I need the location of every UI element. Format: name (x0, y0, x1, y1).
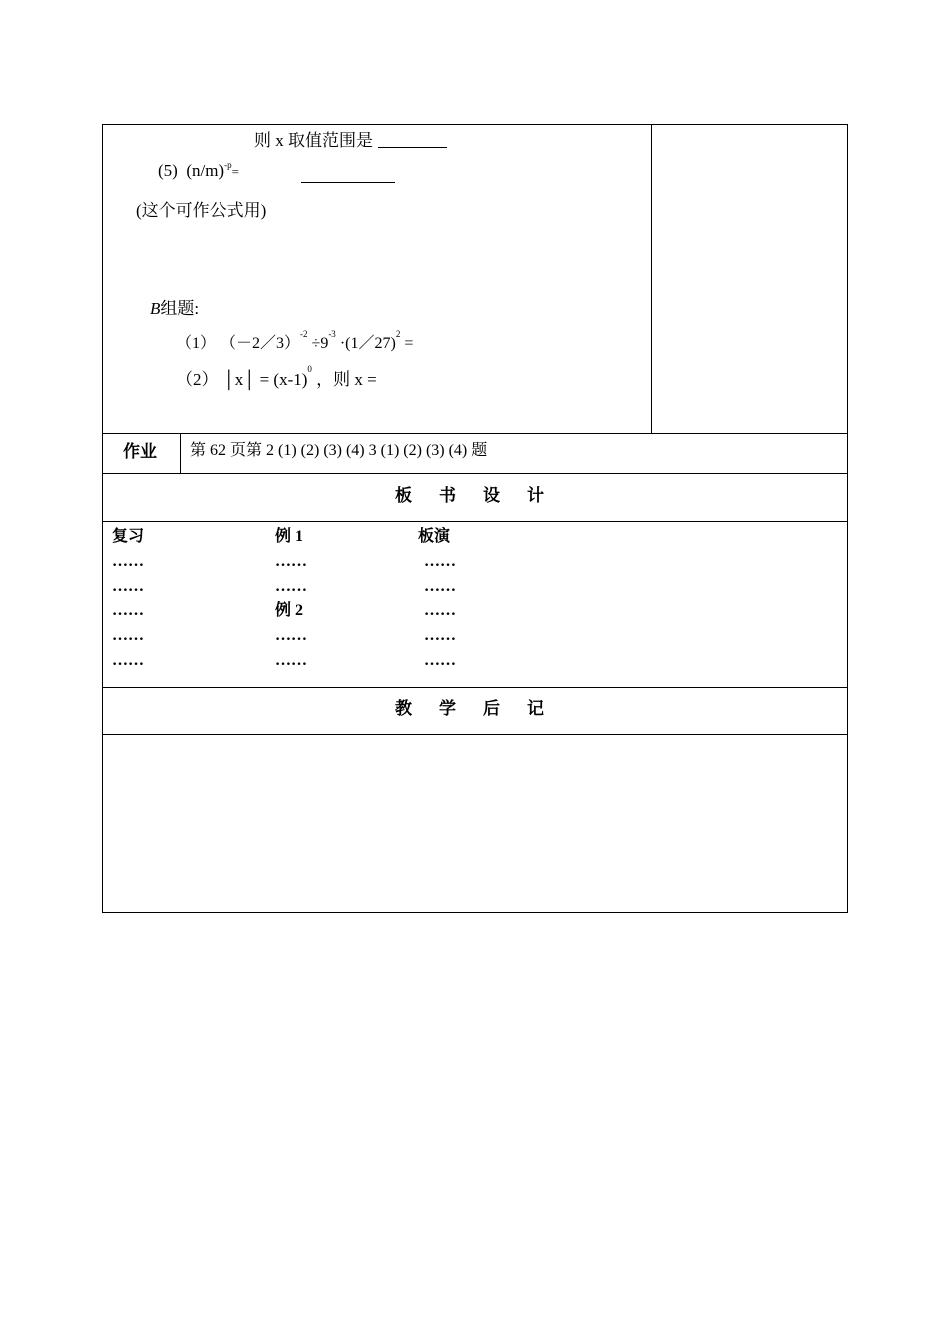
group-b-question-1: （1） （－2／3）$^{-2}$ $\div 9^{-3}$ ·(1／27)$^2$ = (176, 329, 414, 352)
board-col2-row4: 例 2 (275, 602, 304, 620)
board-col3-row3: …… (424, 577, 456, 595)
range-answer-blank (378, 147, 447, 148)
board-col1-row1: 复习 (112, 528, 145, 545)
board-col3-row5: …… (424, 627, 456, 645)
board-column-examples (275, 525, 307, 674)
right-column-divider (651, 124, 652, 434)
item-5-expression: (5) $(n/m)^{-p}=$ (158, 160, 239, 180)
group-b-heading: B组题: (150, 299, 200, 318)
board-col3-row2: …… (424, 552, 456, 570)
postscript-title: 教学后记 (395, 699, 571, 718)
homework-label: 作业 (123, 442, 157, 461)
table-right-border (847, 124, 848, 913)
board-col3-row6: …… (424, 651, 456, 669)
row-divider-homework-top (102, 433, 848, 434)
board-col3-row4: …… (424, 602, 456, 620)
homework-content: 第 62 页第 2 (1) (2) (3) (4) 3 (1) (2) (3) (4) 题 (190, 442, 488, 459)
formula-note: (这个可作公式用) (136, 201, 267, 220)
board-col2-row2: …… (275, 552, 307, 570)
board-col2-row1: 例 1 (275, 528, 304, 545)
board-col2-row3: …… (275, 577, 307, 595)
board-col3-row1: 板演 (418, 528, 451, 545)
range-question-text: 则 x 取值范围是 (254, 131, 373, 150)
board-design-title: 板书设计 (395, 486, 571, 505)
table-top-border (102, 124, 848, 125)
board-col1-row2: …… (112, 552, 144, 570)
item-5-answer-blank (301, 182, 395, 183)
board-col2-row5: …… (275, 627, 307, 645)
row-divider-board-top (102, 473, 848, 474)
board-column-review (112, 525, 144, 674)
board-col1-row4: …… (112, 602, 144, 620)
board-col1-row5: …… (112, 627, 144, 645)
board-col1-row6: …… (112, 651, 144, 669)
row-divider-board-content (102, 521, 848, 522)
homework-label-divider (180, 433, 181, 474)
row-divider-postscript-top (102, 687, 848, 688)
board-column-practice (418, 525, 456, 674)
group-b-question-2: （2） │x│ = $(x-1)^0$ ，则 x = (176, 364, 377, 389)
board-col1-row3: …… (112, 577, 144, 595)
postscript-content-area (103, 735, 847, 912)
board-col2-row6: …… (275, 651, 307, 669)
table-bottom-border (102, 912, 848, 913)
